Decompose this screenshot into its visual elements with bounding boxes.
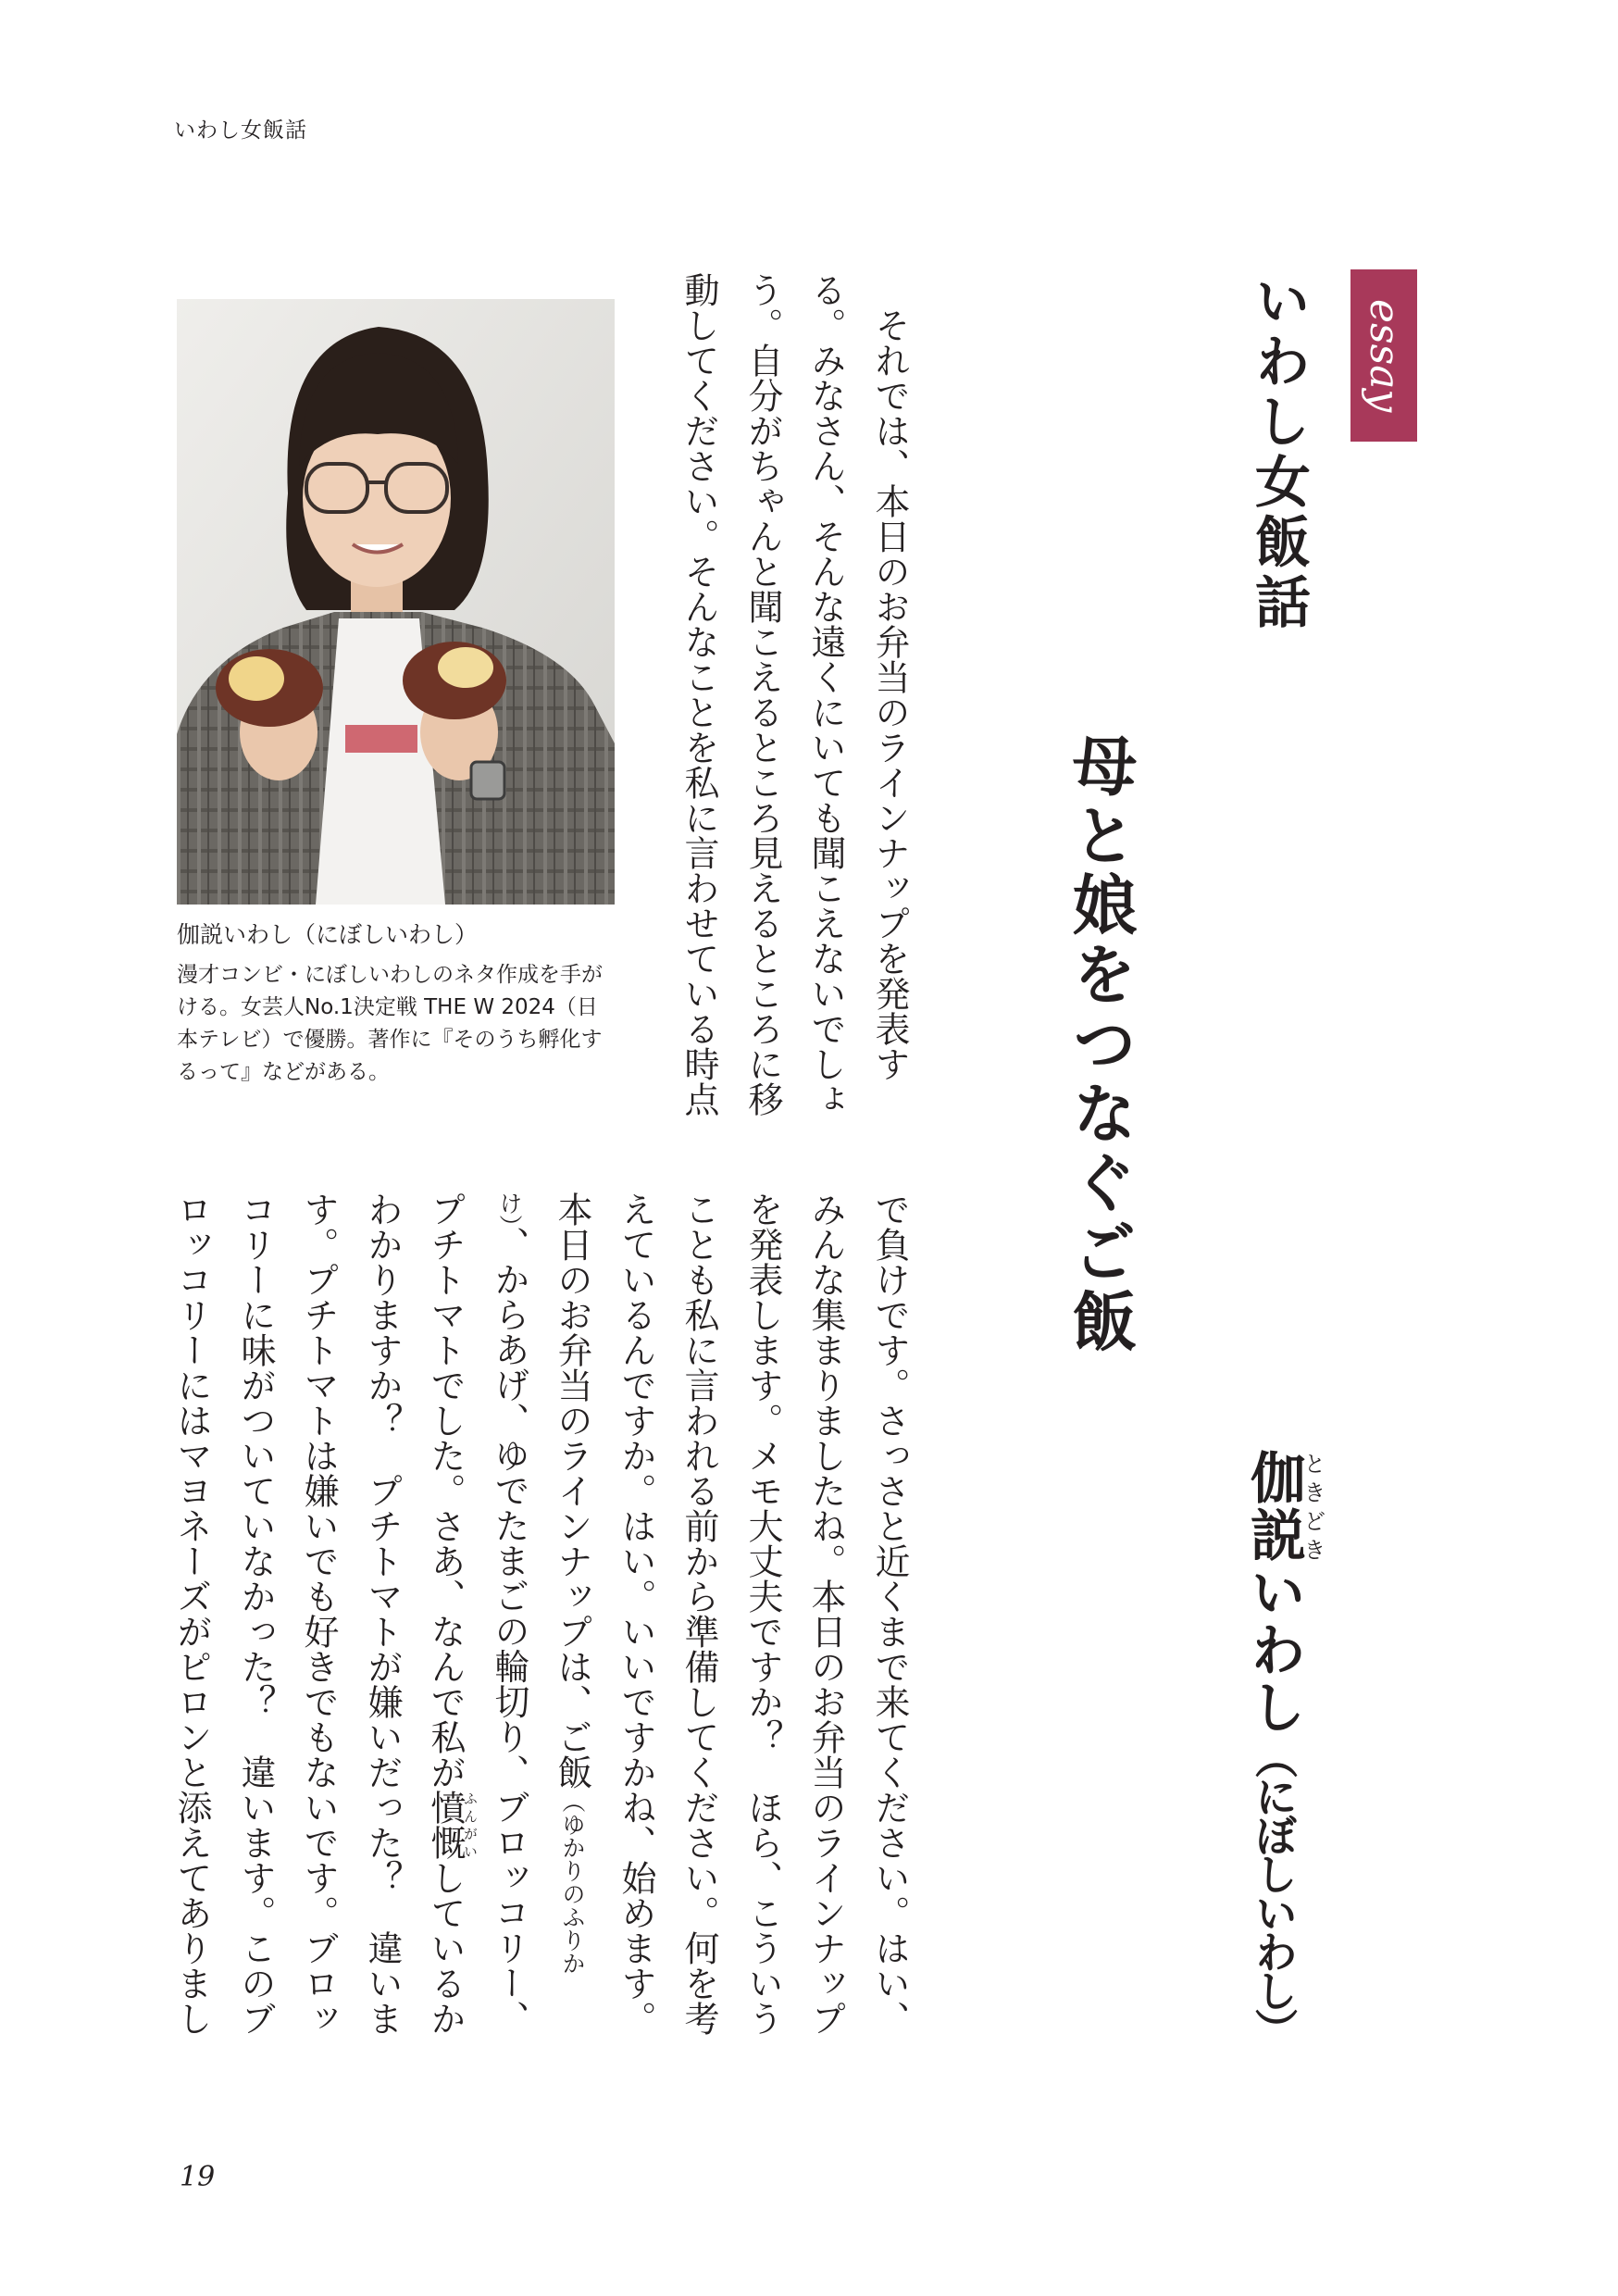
author-name-ruby <box>1241 1449 1326 1564</box>
body-column: る。みなさん、そんな遠くにいても聞こえないでしょ <box>805 272 846 1117</box>
bio-line: 漫才コンビ・にぼしいわしのネタ作成を手が <box>177 963 603 987</box>
author-alias: （にぼしいわし） <box>1249 1736 1299 2047</box>
body-column: コリーに味がついていなかった？ 違います。このブ <box>235 1192 276 2036</box>
body-text: しているか <box>425 1860 466 2036</box>
bio-line: 本テレビ）で優勝。著作に『そのうち孵化す <box>177 1028 603 1052</box>
body-column <box>554 1192 590 1975</box>
body-text: プチトマトでした。さあ、なんで私が <box>425 1192 466 1790</box>
body-column: えているんですか。はい。いいですかね、始めます。 <box>616 1192 656 2036</box>
body-column: で負けです。さっさと近くまで来てください。はい、 <box>869 1192 910 2036</box>
body-column: 動してください。そんなことを私に言わせている時点 <box>678 272 719 1117</box>
body-column: を発表します。メモ大丈夫ですか？ ほら、こういう <box>742 1192 783 2036</box>
author-name-base: 伽説 <box>1241 1449 1306 1564</box>
body-column: う。自分がちゃんと聞こえるところ見えるところに移 <box>742 272 783 1117</box>
photo-caption-name: 伽説いわし（にぼしいわし） <box>177 921 479 948</box>
body-column: ことも私に言われる前から準備してください。何を考 <box>678 1192 719 2036</box>
body-column: みんな集まりましたね。本日のお弁当のラインナップ <box>805 1192 846 2036</box>
body-column: ロッコリーにはマヨネーズがピロンと添えてありまし <box>171 1192 212 2036</box>
essay-badge-label: essay <box>1361 298 1408 413</box>
ruby-reading: ふんがい <box>462 1790 479 1860</box>
author-photo <box>177 299 615 905</box>
body-aside-note: け） <box>496 1192 523 1227</box>
body-aside-note: （ゆかりのふりか <box>559 1790 586 1975</box>
body-column <box>425 1192 479 2036</box>
body-text: 本日のお弁当のラインナップは、ご飯 <box>552 1192 592 1790</box>
essay-badge <box>1350 269 1417 442</box>
body-text: 、からあげ、ゆでたまごの輪切り、ブロッコリー、 <box>489 1226 529 2036</box>
author-name-rest: いわし <box>1241 1564 1306 1736</box>
author-byline <box>1241 1449 1326 2047</box>
page-number: 19 <box>180 2161 216 2193</box>
body-column: それでは、本日のお弁当のラインナップを発表す <box>869 307 910 1081</box>
article-title: 母と娘をつなぐご飯 <box>1062 732 1139 1357</box>
body-column: わかりますか？ プチトマトが嫌いだった？ 違いま <box>362 1192 403 2036</box>
body-column: す。プチトマトは嫌いでも好きでもないです。ブロッ <box>298 1192 339 2036</box>
running-header: いわし女飯話 <box>174 119 307 143</box>
ruby-base: 憤慨 <box>425 1790 466 1860</box>
bio-line: ける。女芸人No.1決定戦 THE W 2024（日 <box>177 995 598 1019</box>
author-name-reading: ときどき <box>1300 1449 1326 1564</box>
body-ruby <box>425 1790 479 1860</box>
series-title: いわし女飯話 <box>1246 272 1311 633</box>
body-column <box>489 1192 529 2036</box>
author-bio <box>177 959 615 1089</box>
bio-line: るって』などがある。 <box>177 1060 390 1084</box>
